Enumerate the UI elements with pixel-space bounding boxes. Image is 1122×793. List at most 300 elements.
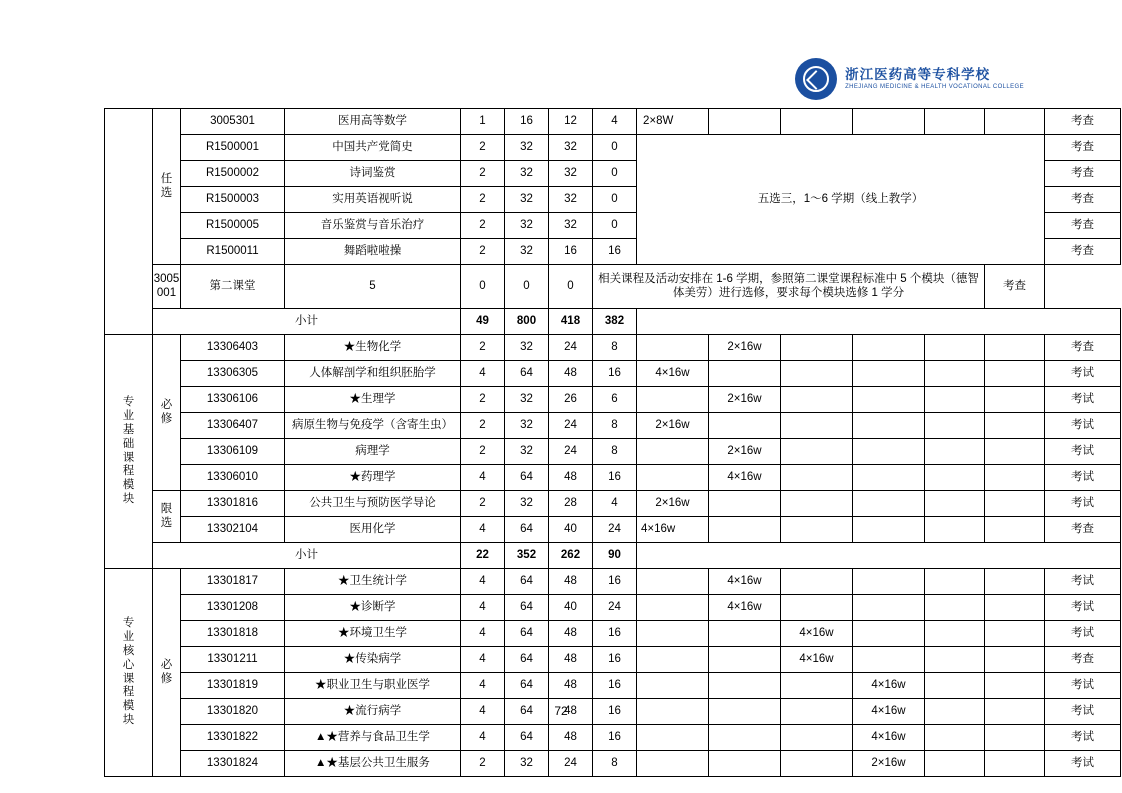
semester-1: 4×16w [637, 517, 709, 543]
semester-3 [781, 673, 853, 699]
semester-1: 2×16w [637, 413, 709, 439]
semester-2 [709, 413, 781, 439]
subtotal-blank [637, 543, 1121, 569]
semester-6 [985, 491, 1045, 517]
exam-type: 考查 [1045, 335, 1121, 361]
course-name: ★诊断学 [285, 595, 461, 621]
practice-hours: 16 [593, 239, 637, 265]
semester-1: 4×16w [637, 361, 709, 387]
total-hours: 32 [505, 335, 549, 361]
table-row [105, 595, 1121, 621]
credit: 4 [461, 569, 505, 595]
credit: 4 [461, 595, 505, 621]
semester-3 [781, 361, 853, 387]
theory-hours: 24 [549, 413, 593, 439]
credit: 1 [461, 109, 505, 135]
exam-type: 考查 [1045, 239, 1121, 265]
credit: 2 [461, 161, 505, 187]
total-hours: 64 [505, 621, 549, 647]
theory-hours: 48 [549, 621, 593, 647]
credit: 2 [461, 439, 505, 465]
semester-4 [853, 465, 925, 491]
semester-4: 2×16w [853, 751, 925, 777]
college-name-cn: 浙江医药高等专科学校 [845, 66, 991, 82]
college-logo-text [845, 67, 1024, 91]
semester-1 [637, 621, 709, 647]
exam-type: 考试 [1045, 387, 1121, 413]
semester-3 [781, 491, 853, 517]
theory-hours: 32 [549, 187, 593, 213]
total-hours: 32 [505, 135, 549, 161]
course-code: 13301819 [181, 673, 285, 699]
total-hours: 64 [505, 725, 549, 751]
semester-3 [781, 569, 853, 595]
theory-hours: 48 [549, 699, 593, 725]
exam-type: 考查 [1045, 135, 1121, 161]
semester-2 [709, 361, 781, 387]
module-cell-core: 专 业 核 心 课 程 模 块 [105, 569, 153, 777]
credit: 5 [285, 265, 461, 309]
semester-5 [925, 109, 985, 135]
credit: 2 [461, 335, 505, 361]
table-row [105, 335, 1121, 361]
practice-hours: 24 [593, 517, 637, 543]
course-code: 13306106 [181, 387, 285, 413]
module-cell-basic: 专 业 基 础 课 程 模 块 [105, 335, 153, 569]
semester-5 [925, 751, 985, 777]
course-code: 3005001 [153, 265, 181, 309]
total-hours: 64 [505, 465, 549, 491]
semester-5 [925, 595, 985, 621]
exam-type: 考试 [1045, 491, 1121, 517]
semester-4 [853, 569, 925, 595]
total-hours: 32 [505, 491, 549, 517]
total-hours: 0 [461, 265, 505, 309]
page-number: 72 [554, 704, 568, 718]
course-code: R1500005 [181, 213, 285, 239]
practice-hours: 0 [593, 161, 637, 187]
semester-4 [853, 621, 925, 647]
theory-hours: 0 [505, 265, 549, 309]
semester-6 [985, 725, 1045, 751]
theory-hours: 40 [549, 517, 593, 543]
semester-5 [925, 335, 985, 361]
exam-type: 考查 [1045, 187, 1121, 213]
course-name: 人体解剖学和组织胚胎学 [285, 361, 461, 387]
table-row [105, 517, 1121, 543]
exam-type: 考试 [1045, 361, 1121, 387]
theory-hours: 48 [549, 725, 593, 751]
semester-4 [853, 517, 925, 543]
exam-type: 考试 [1045, 595, 1121, 621]
semester-6 [985, 621, 1045, 647]
credit: 4 [461, 699, 505, 725]
semester-3 [781, 465, 853, 491]
course-name: ★职业卫生与职业医学 [285, 673, 461, 699]
semester-3 [781, 387, 853, 413]
theory-hours: 40 [549, 595, 593, 621]
semester-2 [709, 725, 781, 751]
semester-1 [637, 335, 709, 361]
semester-5 [925, 491, 985, 517]
theory-hours: 28 [549, 491, 593, 517]
total-hours: 16 [505, 109, 549, 135]
theory-hours: 32 [549, 213, 593, 239]
subtotal-label: 小计 [153, 309, 461, 335]
course-name: ★生物化学 [285, 335, 461, 361]
semester-2: 2×16w [709, 387, 781, 413]
table-row-subtotal [105, 543, 1121, 569]
theory-hours: 48 [549, 673, 593, 699]
semester-5 [925, 621, 985, 647]
semester-5 [925, 361, 985, 387]
subtotal-practice: 382 [593, 309, 637, 335]
total-hours: 32 [505, 239, 549, 265]
exam-type: 考试 [1045, 699, 1121, 725]
table-row [105, 387, 1121, 413]
course-code: 13301208 [181, 595, 285, 621]
semester-5 [925, 439, 985, 465]
total-hours: 32 [505, 439, 549, 465]
course-name: 病原生物与免疫学（含寄生虫） [285, 413, 461, 439]
course-code: 13301822 [181, 725, 285, 751]
table-row [105, 673, 1121, 699]
semester-5 [925, 413, 985, 439]
course-code: R1500011 [181, 239, 285, 265]
theory-hours: 24 [549, 751, 593, 777]
credit: 2 [461, 491, 505, 517]
course-type-cell: 任 选 [153, 109, 181, 265]
semester-3 [781, 517, 853, 543]
course-name: 中国共产党简史 [285, 135, 461, 161]
table-row [105, 621, 1121, 647]
credit: 2 [461, 187, 505, 213]
semester-6 [985, 465, 1045, 491]
course-code: 13301824 [181, 751, 285, 777]
semester-5 [925, 387, 985, 413]
exam-type: 考查 [1045, 517, 1121, 543]
semester-6 [985, 517, 1045, 543]
credit: 4 [461, 621, 505, 647]
course-name: ▲★营养与食品卫生学 [285, 725, 461, 751]
total-hours: 64 [505, 361, 549, 387]
semester-4 [853, 439, 925, 465]
practice-hours: 8 [593, 751, 637, 777]
practice-hours: 16 [593, 673, 637, 699]
semester-4: 4×16w [853, 725, 925, 751]
module-cell-blank [105, 109, 153, 335]
credit: 2 [461, 239, 505, 265]
semester-4 [853, 109, 925, 135]
course-type-limited: 限 选 [153, 491, 181, 543]
course-name: ★流行病学 [285, 699, 461, 725]
table-row [105, 725, 1121, 751]
exam-type: 考试 [1045, 439, 1121, 465]
exam-type: 考查 [985, 265, 1045, 309]
college-name-en: ZHEJIANG MEDICINE & HEALTH VOCATIONAL COLLEGE [845, 83, 1024, 90]
total-hours: 64 [505, 595, 549, 621]
total-hours: 64 [505, 673, 549, 699]
semester-1 [637, 647, 709, 673]
course-code: 13301817 [181, 569, 285, 595]
course-name: ★药理学 [285, 465, 461, 491]
course-code: 13302104 [181, 517, 285, 543]
total-hours: 32 [505, 161, 549, 187]
credit: 2 [461, 387, 505, 413]
semester-2: 2×16w [709, 335, 781, 361]
table-row [105, 647, 1121, 673]
course-code: 13306305 [181, 361, 285, 387]
semester-2: 4×16w [709, 465, 781, 491]
credit: 2 [461, 135, 505, 161]
semester-6 [985, 335, 1045, 361]
table-row [105, 109, 1121, 135]
theory-hours: 48 [549, 465, 593, 491]
semester-6 [985, 361, 1045, 387]
course-type-required: 必 修 [153, 335, 181, 491]
curriculum-table-wrapper [104, 108, 1094, 777]
course-code: 13306109 [181, 439, 285, 465]
course-code: 13306010 [181, 465, 285, 491]
course-name: ▲★基层公共卫生服务 [285, 751, 461, 777]
practice-hours: 0 [593, 187, 637, 213]
subtotal-practice: 90 [593, 543, 637, 569]
total-hours: 64 [505, 647, 549, 673]
semester-4 [853, 387, 925, 413]
practice-hours: 16 [593, 569, 637, 595]
table-row [105, 569, 1121, 595]
semester-3 [781, 335, 853, 361]
course-name: 音乐鉴赏与音乐治疗 [285, 213, 461, 239]
semester-3 [781, 725, 853, 751]
theory-hours: 26 [549, 387, 593, 413]
semester-4: 4×16w [853, 673, 925, 699]
semester-2 [709, 751, 781, 777]
subtotal-credit: 22 [461, 543, 505, 569]
semester-6 [985, 569, 1045, 595]
total-hours: 64 [505, 569, 549, 595]
semester-3 [781, 109, 853, 135]
total-hours: 64 [505, 517, 549, 543]
semester-3 [781, 751, 853, 777]
semester-1: 2×16w [637, 491, 709, 517]
course-name: 公共卫生与预防医学导论 [285, 491, 461, 517]
theory-hours: 48 [549, 569, 593, 595]
college-emblem-icon [795, 58, 837, 100]
semester-5 [925, 465, 985, 491]
practice-hours: 8 [593, 439, 637, 465]
course-name: ★生理学 [285, 387, 461, 413]
semester-3 [781, 413, 853, 439]
total-hours: 32 [505, 187, 549, 213]
semester-1 [637, 595, 709, 621]
exam-type: 考查 [1045, 647, 1121, 673]
course-name: 病理学 [285, 439, 461, 465]
total-hours: 32 [505, 387, 549, 413]
practice-hours: 16 [593, 621, 637, 647]
credit: 2 [461, 213, 505, 239]
theory-hours: 16 [549, 239, 593, 265]
course-code: R1500002 [181, 161, 285, 187]
curriculum-table [104, 108, 1121, 777]
semester-2 [709, 673, 781, 699]
credit: 4 [461, 673, 505, 699]
semester-6 [985, 109, 1045, 135]
practice-hours: 4 [593, 109, 637, 135]
exam-type: 考试 [1045, 413, 1121, 439]
theory-hours: 32 [549, 135, 593, 161]
practice-hours: 16 [593, 647, 637, 673]
credit: 4 [461, 725, 505, 751]
course-name: ★环境卫生学 [285, 621, 461, 647]
table-row [105, 491, 1121, 517]
course-code: 13301820 [181, 699, 285, 725]
credit: 4 [461, 647, 505, 673]
course-code: 13306407 [181, 413, 285, 439]
course-code: R1500001 [181, 135, 285, 161]
semester-2 [709, 517, 781, 543]
semester-1 [637, 751, 709, 777]
course-name: ★卫生统计学 [285, 569, 461, 595]
practice-hours: 4 [593, 491, 637, 517]
course-code: 3005301 [181, 109, 285, 135]
total-hours: 32 [505, 213, 549, 239]
semester-2: 4×16w [709, 569, 781, 595]
semester-6 [985, 413, 1045, 439]
credit: 2 [461, 413, 505, 439]
semester-3: 4×16w [781, 621, 853, 647]
table-row [105, 465, 1121, 491]
practice-hours: 16 [593, 725, 637, 751]
subtotal-total: 352 [505, 543, 549, 569]
semester-1: 2×8W [637, 109, 709, 135]
course-code: 13301211 [181, 647, 285, 673]
practice-hours: 0 [549, 265, 593, 309]
semester-4 [853, 595, 925, 621]
course-name: 诗词鉴赏 [285, 161, 461, 187]
semester-6 [985, 673, 1045, 699]
second-classroom-note: 相关课程及活动安排在 1-6 学期，参照第二课堂课程标准中 5 个模块（德智体美劳）进行选修，要求每个模块选修 1 学分 [593, 265, 985, 309]
practice-hours: 24 [593, 595, 637, 621]
table-row [105, 361, 1121, 387]
course-name: 医用高等数学 [285, 109, 461, 135]
college-logo [795, 58, 1024, 100]
semester-6 [985, 751, 1045, 777]
semester-3 [781, 595, 853, 621]
table-row [105, 751, 1121, 777]
table-row [105, 265, 1121, 309]
semester-3: 4×16w [781, 647, 853, 673]
semester-2 [709, 621, 781, 647]
semester-3 [781, 439, 853, 465]
semester-4 [853, 335, 925, 361]
semester-4: 4×16w [853, 699, 925, 725]
total-hours: 64 [505, 699, 549, 725]
course-code: R1500003 [181, 187, 285, 213]
semester-2: 2×16w [709, 439, 781, 465]
semester-4 [853, 647, 925, 673]
theory-hours: 48 [549, 647, 593, 673]
table-row [105, 439, 1121, 465]
semester-1 [637, 569, 709, 595]
course-type-required: 必 修 [153, 569, 181, 777]
semester-6 [985, 387, 1045, 413]
semester-6 [985, 439, 1045, 465]
semester-5 [925, 725, 985, 751]
theory-hours: 24 [549, 335, 593, 361]
semester-4 [853, 413, 925, 439]
practice-hours: 16 [593, 465, 637, 491]
subtotal-total: 800 [505, 309, 549, 335]
semester-2: 4×16w [709, 595, 781, 621]
semester-4 [853, 491, 925, 517]
semester-2 [709, 647, 781, 673]
course-name: 实用英语视听说 [285, 187, 461, 213]
exam-type: 考查 [1045, 213, 1121, 239]
practice-hours: 16 [593, 361, 637, 387]
course-code: 13301818 [181, 621, 285, 647]
total-hours: 32 [505, 413, 549, 439]
theory-hours: 48 [549, 361, 593, 387]
theory-hours: 12 [549, 109, 593, 135]
semester-6 [985, 647, 1045, 673]
course-name: 第二课堂 [181, 265, 285, 309]
subtotal-theory: 262 [549, 543, 593, 569]
course-code: 13306403 [181, 335, 285, 361]
practice-hours: 8 [593, 413, 637, 439]
exam-type: 考查 [1045, 109, 1121, 135]
credit: 4 [461, 361, 505, 387]
total-hours: 32 [505, 751, 549, 777]
semester-1 [637, 387, 709, 413]
semester-5 [925, 673, 985, 699]
exam-type: 考试 [1045, 751, 1121, 777]
theory-hours: 24 [549, 439, 593, 465]
elective-note: 五选三，1～6 学期（线上教学） [637, 135, 1045, 265]
course-name: 舞蹈啦啦操 [285, 239, 461, 265]
practice-hours: 6 [593, 387, 637, 413]
subtotal-label: 小计 [153, 543, 461, 569]
course-code: 13301816 [181, 491, 285, 517]
semester-5 [925, 517, 985, 543]
table-row [105, 413, 1121, 439]
course-name: ★传染病学 [285, 647, 461, 673]
subtotal-blank [637, 309, 1121, 335]
semester-1 [637, 673, 709, 699]
credit: 4 [461, 465, 505, 491]
table-row-subtotal [105, 309, 1121, 335]
semester-1 [637, 725, 709, 751]
exam-type: 考试 [1045, 725, 1121, 751]
practice-hours: 0 [593, 135, 637, 161]
credit: 2 [461, 751, 505, 777]
subtotal-theory: 418 [549, 309, 593, 335]
semester-1 [637, 439, 709, 465]
semester-5 [925, 647, 985, 673]
course-name: 医用化学 [285, 517, 461, 543]
subtotal-credit: 49 [461, 309, 505, 335]
practice-hours: 0 [593, 213, 637, 239]
semester-4 [853, 361, 925, 387]
exam-type: 考查 [1045, 161, 1121, 187]
exam-type: 考试 [1045, 621, 1121, 647]
semester-2 [709, 109, 781, 135]
theory-hours: 32 [549, 161, 593, 187]
exam-type: 考试 [1045, 673, 1121, 699]
semester-6 [985, 595, 1045, 621]
practice-hours: 8 [593, 335, 637, 361]
table-row [105, 135, 1121, 161]
